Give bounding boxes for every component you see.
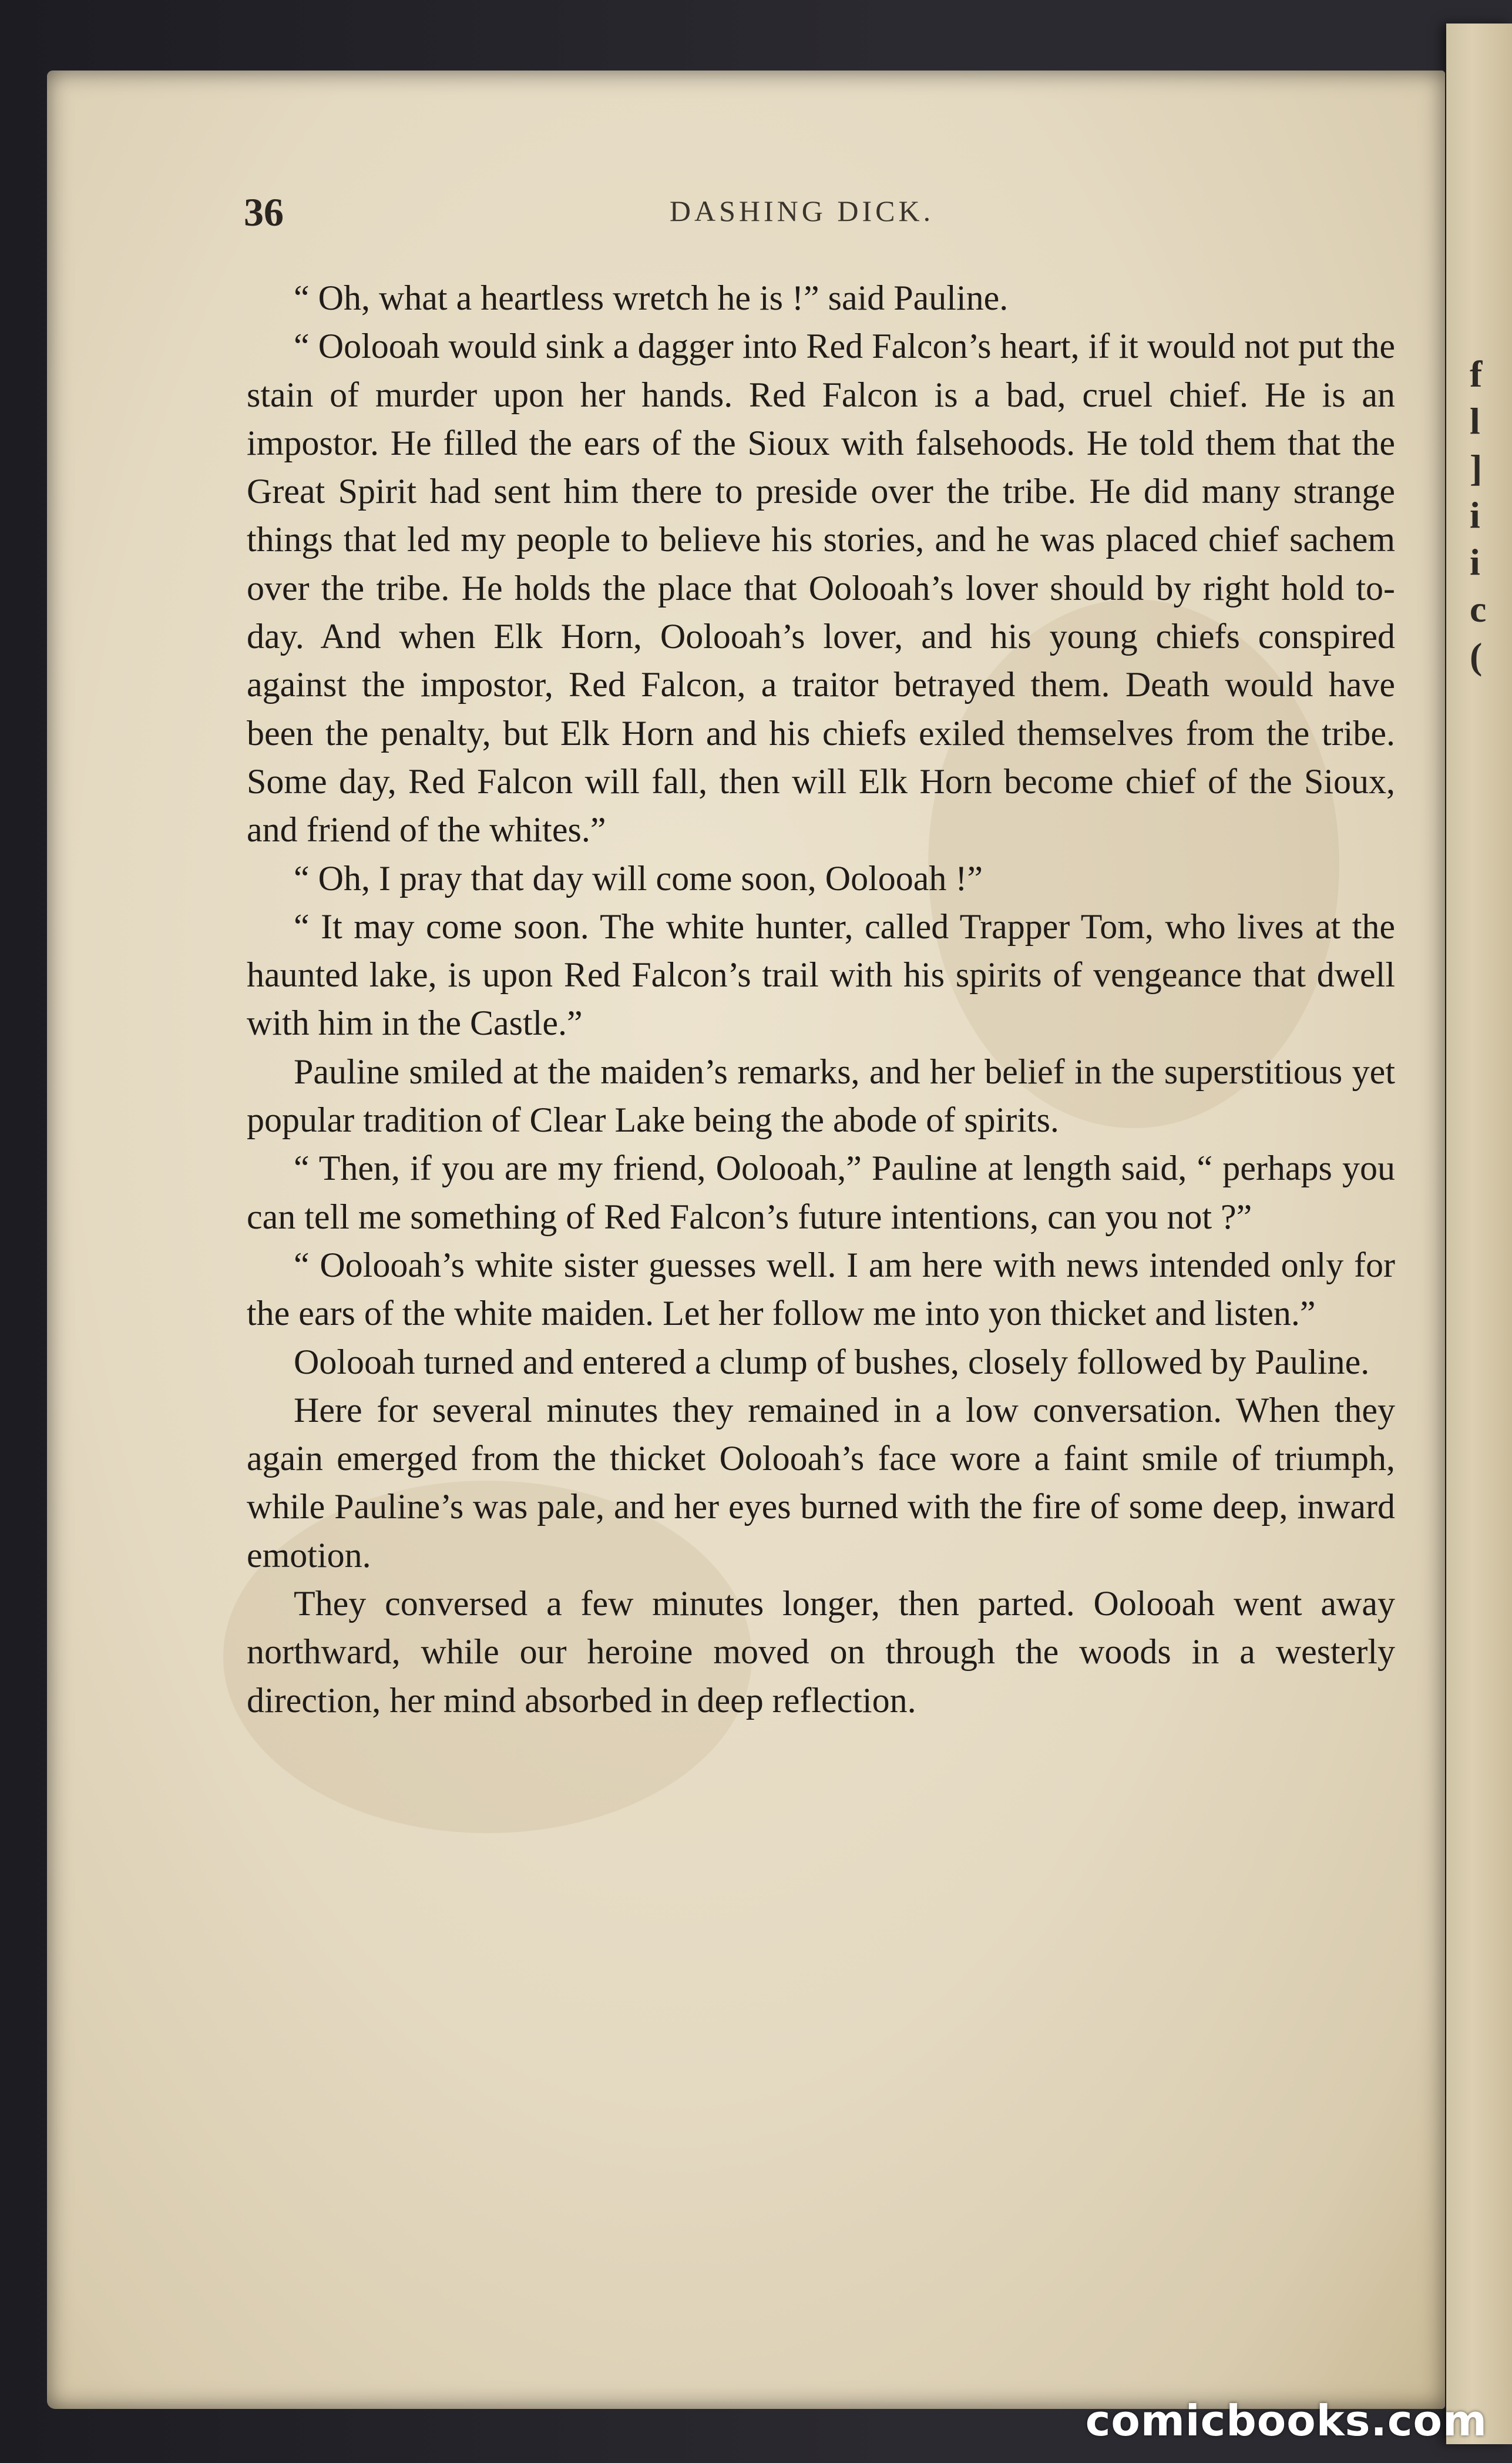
- paragraph: Here for several minutes they remained in a low conversation. When they again emerged from the thicket Oolooah’s face wore a faint smile of triumph, while Pauline’s was pale, and her eyes burned with the fire of some deep, inward emotion.: [247, 1390, 1395, 1575]
- paragraph: “ Oh, I pray that day will come soon, Oolooah !”: [294, 858, 983, 898]
- adjacent-page-edge: [1446, 24, 1512, 2444]
- paragraph: Oolooah turned and entered a clump of bushes, closely followed by Pauline.: [294, 1342, 1370, 1381]
- adjacent-page-glyph: ]: [1470, 447, 1483, 489]
- adjacent-page-glyph: i: [1470, 541, 1480, 583]
- adjacent-page-glyph: f: [1470, 353, 1483, 395]
- adjacent-page-glyph: c: [1470, 588, 1487, 630]
- paragraph: “ Oolooah would sink a dagger into Red Falcon’s heart, if it would not put the stain of murder upon her hands. Red Falcon is a bad, cruel chief. He is an impostor. He filled the ears of the Sioux with falsehoods. He told them that the Great Spirit had sent him there to preside over the tribe. He did many strange things that led my people to believe his stories, and he was placed chief sachem over the tribe. He holds the place that Oolooah’s lover should by right hold to-day. And when Elk Horn, Oolooah’s lover, and his young chiefs conspired against the impostor, Red Falcon, a traitor betrayed them. Death would have been the penalty, but Elk Horn and his chiefs exiled themselves from the tribe. Some day, Red Falcon will fall, then will Elk Horn become chief of the Sioux, and friend of the whites.”: [247, 327, 1395, 850]
- adjacent-page-glyph: l: [1470, 400, 1480, 442]
- body-text: [247, 274, 1395, 1724]
- paragraph: “ Oh, what a heartless wretch he is !” said Pauline.: [294, 278, 1009, 317]
- paragraph: They conversed a few minutes longer, then parted. Oolooah went away northward, while our heroine moved on through the woods in a westerly direction, her mind absorbed in deep reflection.: [247, 1584, 1395, 1720]
- running-title: DASHING DICK.: [669, 194, 935, 227]
- site-watermark: comicbooks.com: [1085, 2396, 1487, 2445]
- paragraph: “ It may come soon. The white hunter, called Trapper Tom, who lives at the haunted lake, is upon Red Falcon’s trail with his spirits of vengeance that dwell with him in the Castle.”: [247, 907, 1395, 1043]
- adjacent-page-glyph: i: [1470, 494, 1480, 536]
- paragraph: “ Then, if you are my friend, Oolooah,” Pauline at length said, “ perhaps you can tell me something of Red Falcon’s future intentions, can you not ?”: [247, 1149, 1395, 1236]
- paragraph: Pauline smiled at the maiden’s remarks, and her belief in the superstitious yet popular tradition of Clear Lake being the abode of spirits.: [247, 1052, 1395, 1140]
- adjacent-page-glyph: (: [1470, 635, 1483, 677]
- page-header: [194, 189, 1410, 236]
- paragraph: “ Oolooah’s white sister guesses well. I am here with news intended only for the ears of the white maiden. Let her follow me into yon thicket and listen.”: [247, 1245, 1395, 1333]
- page-number: 36: [244, 190, 284, 234]
